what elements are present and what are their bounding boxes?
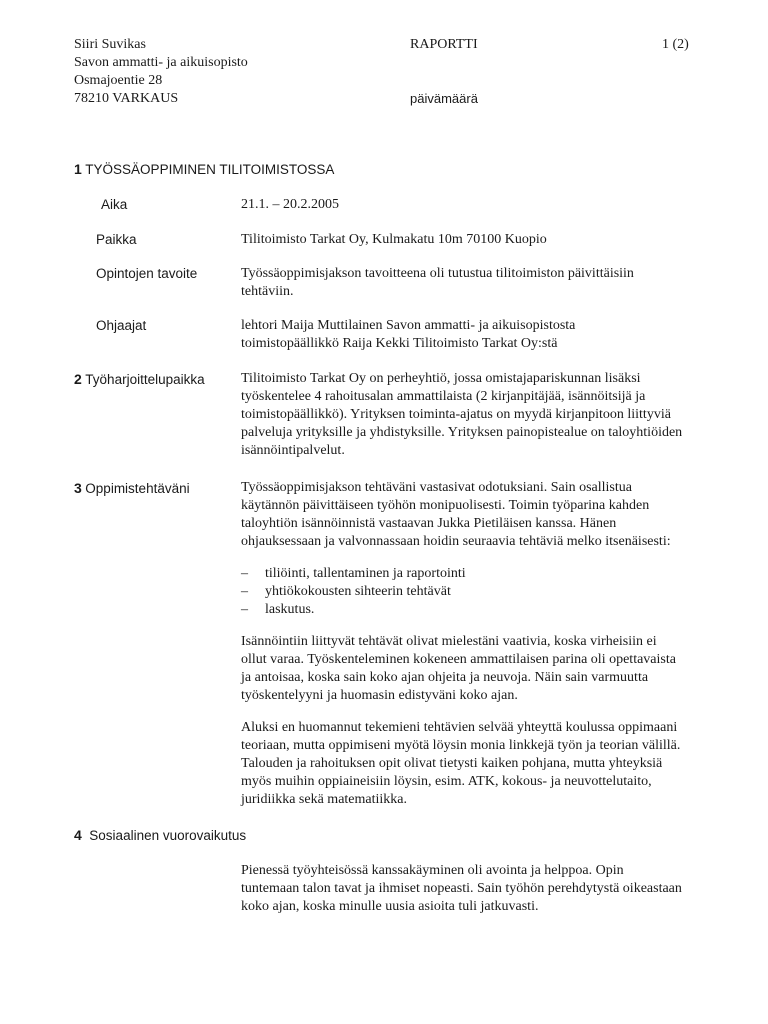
body-line: Talouden ja rahoituksen opit olivat tietysti kaiken pohjana, mutta yhteyksiä [241,756,663,771]
section-2-title: Työharjoittelupaikka [85,372,205,387]
body-line: Työssäoppimisjakson tehtäväni vastasivat odotuksiani. Sain osallistua [241,480,632,495]
sender-block [74,36,248,108]
row-value-line: Työssäoppimisjakson tavoitteena oli tutustua tilitoimiston päivittäisiin [241,266,634,281]
row-value-ohjaajat [241,317,741,353]
row-label-ohjaajat: Ohjaajat [96,318,147,333]
body-line: työskentelyyni ja huomasin edistyväni koko ajan. [241,688,518,703]
body-line: ohjauksessaan ja valvonnassaan hoidin seuraavia tehtäviä melko itsenäisesti: [241,534,671,549]
section-3-heading [74,479,190,499]
document-type: RAPORTTI [410,37,478,52]
body-line: työskentelee 4 rahoitusalan ammattilaista (2 kirjanpitäjää, isännöitsijä ja [241,389,646,404]
section-3-para-2 [241,633,741,705]
sender-city: 78210 VARKAUS [74,91,179,106]
section-3-para-3 [241,719,741,809]
section-4-heading [74,826,246,846]
section-2-number: 2 [74,371,82,387]
date-label: päivämäärä [410,91,478,106]
section-1-heading [74,160,334,180]
row-value-paikka [241,231,741,249]
sender-name: Siiri Suvikas [74,37,146,52]
row-label-paikka: Paikka [96,232,137,247]
section-4-number: 4 [74,827,82,843]
body-line: ollut varaa. Työskenteleminen kokeneen ammattilaisen parina oli opettavaista [241,652,676,667]
list-item [241,583,466,601]
body-line: käytännön päivittäiseen työhön monipuolisesti. Toimin työparina kahden [241,498,650,513]
list-item [241,601,466,619]
body-line: palveluja yrityksille ja yhdistyksille. Yrityksen painopistealue on taloyhtiöiden [241,425,683,440]
dash-bullet-icon: – [241,566,248,581]
body-line: Tilitoimisto Tarkat Oy on perheyhtiö, jossa omistajapariskunnan lisäksi [241,371,641,386]
list-item [241,565,466,583]
list-item-text: laskutus. [265,602,315,617]
body-line: Isännöintiin liittyvät tehtävät olivat mielestäni vaativia, koska virheisiin ei [241,634,657,649]
body-line: teoriaan, mutta oppimiseni myötä löysin monia linkkejä työn ja teorian välillä. [241,738,681,753]
body-line: ja antoisaa, koska sain koko ajan ohjeita ja neuvoja. Näin sain varmuutta [241,670,649,685]
section-1-title: TYÖSSÄOPPIMINEN TILITOIMISTOSSA [85,162,335,177]
row-value-line: toimistopäällikkö Raija Kekki Tilitoimisto Tarkat Oy:stä [241,336,558,351]
task-list [241,565,466,619]
body-line: isännöintipalvelut. [241,443,345,458]
body-line: taloyhtiön isännöinnistä vastaavan Jukka Pietiläisen kanssa. Hänen [241,516,617,531]
row-label-tavoite: Opintojen tavoite [96,266,198,281]
section-2-heading [74,370,205,390]
body-line: toimistopäällikkö). Yrityksen toiminta-ajatus on myydä kirjanpitoon liittyviä [241,407,671,422]
dash-bullet-icon: – [241,602,248,617]
sender-street: Osmajoentie 28 [74,73,163,88]
section-3-number: 3 [74,480,82,496]
section-3-para-1 [241,479,741,551]
body-line: tuntemaan talon tavat ja ihmiset nopeasti. Sain työhön perehdytystä oikeastaan [241,881,682,896]
section-4-title: Sosiaalinen vuorovaikutus [89,828,247,843]
row-value-line: Tilitoimisto Tarkat Oy, Kulmakatu 10m 70100 Kuopio [241,232,547,247]
section-3-title: Oppimistehtäväni [85,481,190,496]
body-line: koko ajan, koska minulle uusia asioita tuli jatkuvasti. [241,899,539,914]
row-label-aika: Aika [101,197,128,212]
section-2-body [241,370,741,460]
section-1-number: 1 [74,161,82,177]
row-value-aika [241,196,741,214]
body-line: myös muihin oppiaineisiin löysin, esim. ATK, kokous- ja neuvottelutaito, [241,774,652,789]
body-line: juridiikka sekä matematiikka. [241,792,408,807]
list-item-text: tiliöinti, tallentaminen ja raportointi [265,566,466,581]
row-value-tavoite [241,265,741,301]
body-line: Aluksi en huomannut tekemieni tehtävien selvää yhteyttä koulussa oppimaani [241,720,678,735]
dash-bullet-icon: – [241,584,248,599]
row-value-line: 21.1. – 20.2.2005 [241,197,339,212]
section-4-body [241,862,741,916]
body-line: Pienessä työyhteisössä kanssakäyminen oli avointa ja helppoa. Opin [241,863,624,878]
sender-organization: Savon ammatti- ja aikuisopisto [74,55,248,70]
row-value-line: lehtori Maija Muttilainen Savon ammatti- ja aikuisopistosta [241,318,576,333]
page-number: 1 (2) [662,37,689,52]
row-value-line: tehtäviin. [241,284,294,299]
list-item-text: yhtiökokousten sihteerin tehtävät [265,584,451,599]
